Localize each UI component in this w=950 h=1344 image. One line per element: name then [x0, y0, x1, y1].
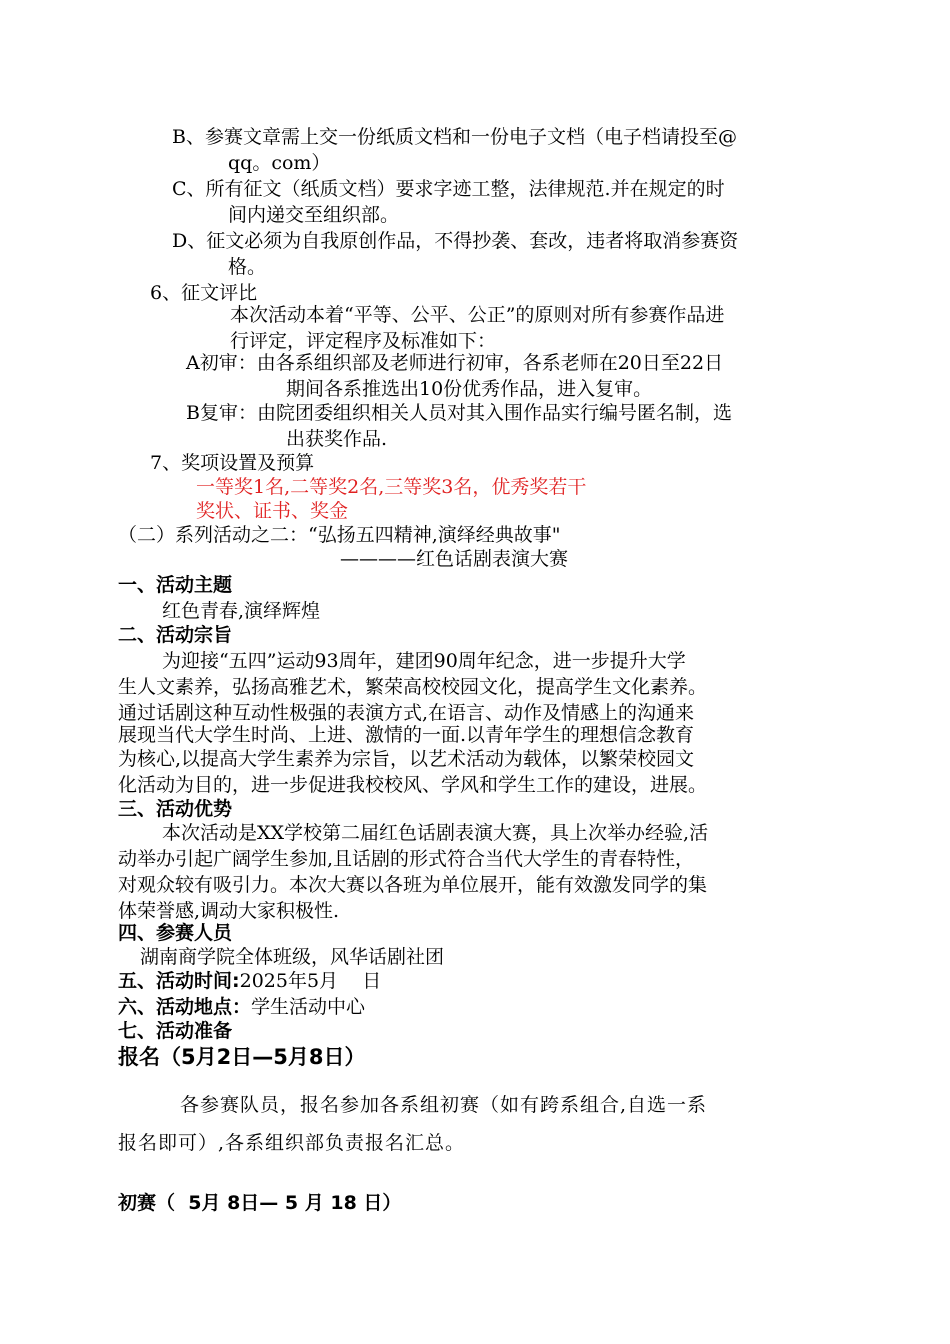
item-b-line2: qq。com）: [228, 152, 331, 174]
item-d-line2: 格。: [228, 256, 267, 278]
item-b-line1: B、参赛文章需上交一份纸质文档和一份电子文档（电子档请投至@: [172, 126, 737, 148]
section6-b-line2: 出获奖作品.: [286, 428, 388, 450]
section7-title: 7、奖项设置及预算: [150, 452, 315, 474]
signup-line2: 报名即可）,各系组织部负责报名汇总。: [118, 1132, 466, 1154]
purpose-line3: 通过话剧这种互动性极强的表演方式,在语言、动作及情感上的沟通来: [118, 702, 695, 724]
section6-a-line2: 期间各系推选出10份优秀作品，进入复审。: [286, 378, 653, 400]
activity-location: [118, 994, 365, 1020]
heading-preparation: 七、活动准备: [118, 1020, 233, 1042]
section6-title: 6、征文评比: [150, 282, 258, 304]
prelim-title: 初赛（ 5月 8日— 5 月 18 日）: [118, 1192, 402, 1214]
item-c-line2: 间内递交至组织部。: [228, 204, 400, 226]
signup-line1: 各参赛队员，报名参加各系组初赛（如有跨系组合,自选一系: [180, 1094, 708, 1116]
activity-time-label: 五、活动时间:: [118, 970, 240, 992]
item-c-line1: C、所有征文（纸质文档）要求字迹工整，法律规范.并在规定的时: [172, 178, 725, 200]
participants-body: 湖南商学院全体班级，风华话剧社团: [140, 946, 445, 968]
heading-advantage: 三、活动优势: [118, 798, 233, 820]
advantage-line1: 本次活动是XX学校第二届红色话剧表演大赛，具上次举办经验,活: [162, 822, 709, 844]
purpose-line4: 展现当代大学生时尚、上进、激情的一面.以青年学生的理想信念教育: [118, 724, 695, 746]
section6-a-line1: A初审：由各系组织部及老师进行初审，各系老师在20日至22日: [186, 352, 724, 374]
section6-para-line2: 行评定，评定程序及标准如下：: [230, 330, 497, 352]
series2-title: （二）系列活动之二：“弘扬五四精神,演绎经典故事": [118, 524, 561, 546]
item-d-line1: D、征文必须为自我原创作品，不得抄袭、套改，违者将取消参赛资: [172, 230, 739, 252]
series2-subtitle: ————红色话剧表演大赛: [340, 548, 569, 570]
heading-purpose: 二、活动宗旨: [118, 624, 233, 646]
advantage-line2: 动举办引起广阔学生参加,且话剧的形式符合当代大学生的青春特性，: [118, 848, 695, 870]
section7-awards: 一等奖1名,二等奖2名,三等奖3名，优秀奖若干: [196, 476, 587, 498]
purpose-line6: 化活动为目的，进一步促进我校校风、学风和学生工作的建设，进展。: [118, 774, 708, 796]
purpose-line5: 为核心,以提高大学生素养为宗旨，以艺术活动为载体，以繁荣校园文: [118, 748, 695, 770]
heading-theme: 一、活动主题: [118, 574, 233, 596]
section6-b-line1: B复审：由院团委组织相关人员对其入围作品实行编号匿名制，选: [186, 402, 732, 424]
activity-time: [118, 968, 381, 994]
theme-body: 红色青春,演绎辉煌: [162, 600, 321, 622]
purpose-line1: 为迎接“五四”运动93周年，建团90周年纪念，进一步提升大学: [162, 650, 686, 672]
section6-para-line1: 本次活动本着“平等、公平、公正”的原则对所有参赛作品进: [230, 304, 725, 326]
advantage-line3: 对观众较有吸引力。本次大赛以各班为单位展开，能有效激发同学的集: [118, 874, 708, 896]
activity-location-value: 学生活动中心: [251, 996, 366, 1018]
heading-participants: 四、参赛人员: [118, 922, 233, 944]
activity-time-value: 2025年5月 日: [239, 970, 382, 992]
advantage-line4: 体荣誉感,调动大家积极性.: [118, 900, 340, 922]
purpose-line2: 生人文素养，弘扬高雅艺术，繁荣高校校园文化，提高学生文化素养。: [118, 676, 708, 698]
signup-title: 报名（5月2日—5月8日）: [118, 1045, 366, 1069]
section7-prizes: 奖状、证书、奖金: [196, 500, 349, 522]
activity-location-label: 六、活动地点：: [118, 996, 252, 1018]
